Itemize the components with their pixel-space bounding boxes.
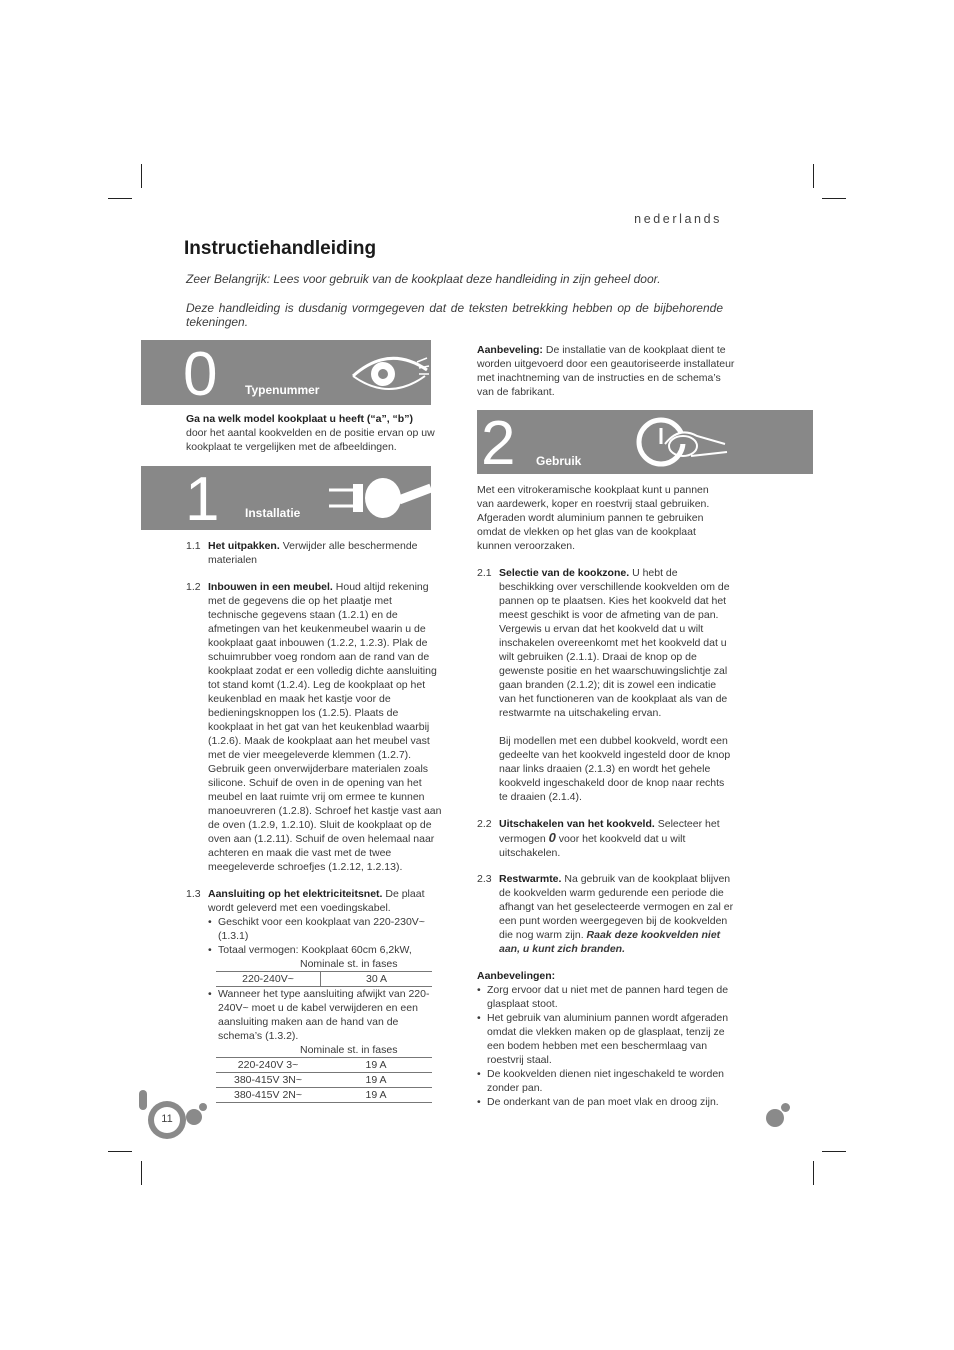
list-item: • De onderkant van de pan moet vlak en droog zijn. (477, 1095, 737, 1109)
table-cell: 380-415V 3N~ (216, 1073, 320, 1088)
table-caption: Nominale st. in fases (300, 958, 398, 970)
item-body-2: Bij modellen met een dubbel kookveld, wordt een gedeelte van het kookveld ingesteld door de knop naar links draaien (2.1.3) en wordt het gehele kookveld ingeschakeld door de knop naar rechts te draaien (2.1.4). (499, 735, 731, 803)
item-body: Na gebruik van de kookplaat blijven de kookvelden warm gedurende een periode die afhangt van het geselecteerde vermogen en zal er een punt worden weergegeven bij de kookvelden die nog warm zijn. (499, 873, 734, 941)
item-number: 2.1 (477, 567, 492, 579)
item-number: 1.2 (186, 581, 201, 593)
aanbevelingen-head: Aanbevelingen: (477, 970, 556, 982)
item-body: Verwijder alle beschermende materialen (208, 540, 418, 566)
item-body: U hebt de beschikking over verschillende kookvelden om de pannen op te plaatsen. Kies het kookveld dat het meest geschikt is voor de afmeting van de pan. Vergewis u ervan dat het kookveld dat u wilt inschakelen overeenkomt met het kookveld dat u wilt gebruiken (2.1.1). Draai de knop op de gewenste positie en het waarschuwingslichtje zal gaan branden (2.1.2); dit is zowel een indicatie van het functioneren van de kookplaat als van de restwarmte na uitschakeling ervan. (499, 567, 730, 719)
bullet-item: • Wanneer het type aansluiting afwijkt van 220-240V~ moet u de kabel verwijderen en een aansluiting maken aan de hand van de schema’s (1.3.2). (208, 987, 436, 1043)
intro-layout-note: Deze handleiding is dusdanig vormgegeven dat de teksten betrekking hebben op de bijbehorende tekeningen. (186, 301, 723, 329)
section-number: 1 (185, 466, 220, 530)
finger-knob-icon (635, 416, 735, 470)
table-cell: 220-240V 3~ (216, 1058, 320, 1073)
section-label: Gebruik (536, 454, 582, 468)
item-head: Inbouwen in een meubel. (208, 581, 333, 593)
table-cell: 380-415V 2N~ (216, 1088, 320, 1103)
item-head: Uitschakelen van het kookveld. (499, 818, 655, 830)
typenummer-text (186, 412, 436, 454)
list-item: • Zorg ervoor dat u niet met de pannen hard tegen de glasplaat stoot. (477, 983, 737, 1011)
decor-dot (766, 1109, 784, 1127)
list-item: • De kookvelden dienen niet ingeschakeld te worden zonder pan. (477, 1067, 737, 1095)
aanbeveling-text (477, 343, 739, 399)
decor-dot (139, 1090, 147, 1110)
crop-mark (822, 1151, 846, 1152)
item-2-1 (477, 566, 739, 806)
section-header-gebruik (477, 410, 813, 474)
item-head: Het uitpakken. (208, 540, 280, 552)
item-number: 1.3 (186, 888, 201, 900)
section-number: 0 (183, 340, 218, 405)
gebruik-intro: Met een vitrokeramische kookplaat kunt u pannen van aardewerk, koper en roestvrij staal gebruiken. Afgeraden wordt aluminium pannen te gebruiken omdat de vlekken op het glas van de kookplaat kunnen veroorzaken. (477, 484, 710, 552)
item-number: 1.1 (186, 540, 201, 552)
page-title: Instructiehandleiding (184, 238, 377, 259)
typenummer-body: door het aantal kookvelden en de positie ervan op uw kookplaat te vergelijken met de afbeeldingen. (186, 427, 435, 453)
section-header-typenummer (141, 340, 431, 405)
warning-text: Raak deze kookvelden niet aan, u kunt zich branden. (499, 929, 721, 955)
item-1-2 (186, 580, 446, 880)
crop-mark (822, 198, 846, 199)
language-label: nederlands (634, 212, 722, 226)
table-cell: 220-240V~ (216, 972, 321, 987)
section-label: Typenummer (245, 383, 320, 397)
eye-icon (347, 348, 431, 398)
item-number: 2.3 (477, 873, 492, 885)
aanbevelingen (477, 969, 737, 1109)
decor-dot (781, 1103, 790, 1112)
intro-important: Zeer Belangrijk: Lees voor gebruik van de kookplaat deze handleiding in zijn geheel door. (186, 272, 661, 286)
table-cell: 30 A (321, 972, 433, 987)
item-head: Selectie van de kookzone. (499, 567, 630, 579)
bullet-item: • Geschikt voor een kookplaat van 220-230V~ (1.3.1) (208, 915, 436, 943)
item-2-3 (477, 872, 739, 962)
item-1-3 (186, 887, 446, 1107)
section-header-installatie (141, 466, 431, 530)
aanbeveling-body: De installatie van de kookplaat dient te worden uitgevoerd door een geautoriseerde installateur met inachtneming van de instructies en de schema’s van de fabrikant. (477, 344, 735, 398)
decor-dot (199, 1103, 207, 1111)
item-head: Restwarmte. (499, 873, 562, 885)
section-label: Installatie (245, 506, 301, 520)
crop-mark (813, 164, 814, 188)
power-zero-symbol: 0 (548, 830, 556, 845)
item-body: voor het kookveld dat u wilt uitschakelen. (499, 833, 686, 859)
decor-dot (186, 1109, 202, 1125)
item-body: De plaat wordt geleverd met een voedingskabel. (208, 888, 425, 914)
fases-table (216, 1043, 432, 1103)
typenummer-head: Ga na welk model kookplaat u heeft (“a”, “b”) (186, 413, 413, 425)
crop-mark (813, 1161, 814, 1185)
table-caption: Nominale st. in fases (300, 1044, 398, 1056)
section-number: 2 (481, 410, 516, 474)
page-number: 11 (161, 1113, 173, 1125)
item-number: 2.2 (477, 818, 492, 830)
plug-icon (327, 472, 431, 524)
crop-mark (141, 1161, 142, 1185)
item-head: Aansluiting op het elektriciteitsnet. (208, 888, 383, 900)
item-body: Houd altijd rekening met de gegevens die op het plaatje met technische gegevens staan (1.2.1) en de afmetingen van het keukenmeubel waarin u de kookplaat gaat inbouwen (1.2.2, 1.2.3). Plak de schuimrubber voeg rondom aan de rand van de kookplaat zodat er een volledig dichte aansluiting tot stand komt (1.2.4). Leg de kookplaat op het keukenblad en maak het kastje voor de bedieningsknoppen los (1.2.5). Plaats de kookplaat in het gat van het keukenblad waarbij (1.2.6). Maak de kookplaat aan het meubel vast met de vier meegeleverde klemmen (1.2.7). Gebruik geen onverwijderbare materialen zoals silicone. Schuif de oven in de opening van het meubel en laat ruimte vrij om ermee te kunnen manoeuvreren (1.2.8). Schroef het kastje vast aan de oven (1.2.9, 1.2.10). Sluit de kookplaat op de oven aan (1.2.11). Schuif de oven helemaal naar achteren en maak die vast met de twee meegeleverde schroefjes (1.2.12, 1.2.13). (208, 581, 442, 873)
crop-mark (108, 1151, 132, 1152)
list-item: • Het gebruik van aluminium pannen wordt afgeraden omdat die vlekken maken op de glasplaat, tenzij ze een bodem hebben met een beschermlaag van roestvrij staal. (477, 1011, 737, 1067)
fases-table (216, 957, 432, 987)
table-cell: 19 A (320, 1088, 432, 1103)
bullet-item: • Totaal vermogen: Kookplaat 60cm 6,2kW, (208, 943, 436, 957)
crop-mark (141, 164, 142, 188)
item-2-2 (477, 817, 739, 861)
aanbeveling-head: Aanbeveling: (477, 344, 543, 356)
crop-mark (108, 198, 132, 199)
item-1-1 (186, 539, 446, 569)
table-cell: 19 A (320, 1058, 432, 1073)
item-body: Selecteer het vermogen (499, 818, 720, 845)
table-cell: 19 A (320, 1073, 432, 1088)
